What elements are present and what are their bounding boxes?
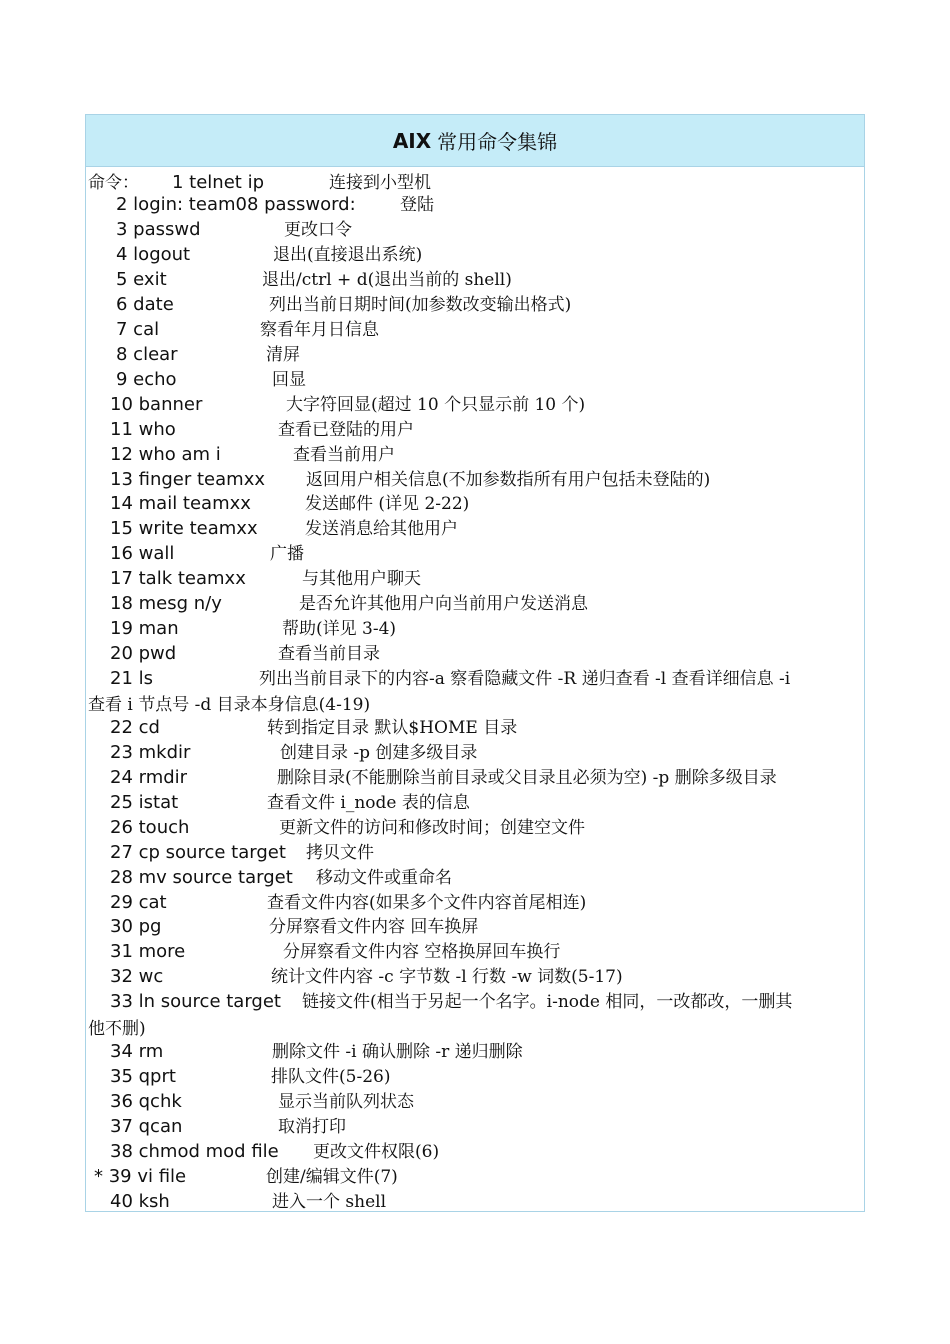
command-description: 查看当前用户 bbox=[293, 445, 395, 465]
command-description: 更改文件权限(6) bbox=[313, 1142, 440, 1162]
command-description: 连接到小型机 bbox=[329, 173, 431, 193]
command-text: 7 cal bbox=[116, 319, 160, 340]
title-rest: 常用命令集锦 bbox=[437, 130, 558, 154]
command-text: 4 logout bbox=[116, 244, 191, 265]
command-description-continued: 查看 i 节点号 -d 目录本身信息(4-19) bbox=[88, 695, 371, 715]
command-text: 2 login: team08 password: bbox=[116, 194, 356, 215]
command-text: 25 istat bbox=[110, 792, 179, 813]
command-text: 34 rm bbox=[110, 1041, 164, 1062]
command-description: 创建目录 -p 创建多级目录 bbox=[280, 743, 478, 763]
command-text: 12 who am i bbox=[110, 444, 221, 465]
command-description: 删除目录(不能删除当前目录或父目录且必须为空) -p 删除多级目录 bbox=[277, 768, 777, 788]
command-text: 36 qchk bbox=[110, 1091, 182, 1112]
command-text: 9 echo bbox=[116, 369, 177, 390]
command-text: 5 exit bbox=[116, 269, 167, 290]
command-description: 与其他用户聊天 bbox=[302, 569, 421, 589]
command-text: 24 rmdir bbox=[110, 767, 188, 788]
table-title bbox=[86, 115, 864, 167]
command-description: 取消打印 bbox=[278, 1117, 346, 1137]
command-description: 删除文件 -i 确认删除 -r 递归删除 bbox=[272, 1042, 523, 1062]
command-description: 发送邮件 (详见 2-22) bbox=[305, 494, 470, 514]
command-text: 27 cp source target bbox=[110, 842, 286, 863]
command-description: 返回用户相关信息(不加参数指所有用户包括未登陆的) bbox=[306, 470, 711, 490]
command-description: 退出(直接退出系统) bbox=[273, 245, 423, 265]
command-text: 20 pwd bbox=[110, 643, 177, 664]
command-description: 察看年月日信息 bbox=[260, 320, 379, 340]
command-description: 列出当前日期时间(加参数改变输出格式) bbox=[269, 295, 572, 315]
command-description: 更新文件的访问和修改时间；创建空文件 bbox=[279, 818, 585, 838]
command-text: 6 date bbox=[116, 294, 174, 315]
command-text: 17 talk teamxx bbox=[110, 568, 246, 589]
command-text: 32 wc bbox=[110, 966, 164, 987]
command-description: 显示当前队列状态 bbox=[278, 1092, 414, 1112]
command-text: 21 ls bbox=[110, 668, 154, 689]
command-text: 35 qprt bbox=[110, 1066, 176, 1087]
command-description: 清屏 bbox=[266, 345, 300, 365]
command-text: 10 banner bbox=[110, 394, 203, 415]
command-description: 广播 bbox=[270, 544, 304, 564]
command-description: 是否允许其他用户向当前用户发送消息 bbox=[299, 594, 588, 614]
command-description: 退出/ctrl + d(退出当前的 shell) bbox=[262, 270, 512, 290]
command-text: 28 mv source target bbox=[110, 867, 293, 888]
command-text: 26 touch bbox=[110, 817, 190, 838]
command-description: 分屏察看文件内容 空格换屏回车换行 bbox=[283, 942, 561, 962]
command-text: 37 qcan bbox=[110, 1116, 183, 1137]
command-text: 23 mkdir bbox=[110, 742, 191, 763]
command-description: 分屏察看文件内容 回车换屏 bbox=[269, 917, 479, 937]
command-text: 3 passwd bbox=[116, 219, 201, 240]
command-description: 登陆 bbox=[400, 195, 434, 215]
command-table bbox=[85, 114, 865, 1212]
command-description: 拷贝文件 bbox=[306, 843, 374, 863]
command-text: 19 man bbox=[110, 618, 179, 639]
command-description: 回显 bbox=[272, 370, 306, 390]
command-description: 查看文件内容(如果多个文件内容首尾相连) bbox=[267, 893, 587, 913]
command-text: 16 wall bbox=[110, 543, 175, 564]
command-description: 列出当前目录下的内容-a 察看隐藏文件 -R 递归查看 -l 查看详细信息 -i bbox=[259, 669, 791, 689]
command-description: 统计文件内容 -c 字节数 -l 行数 -w 词数(5-17) bbox=[271, 967, 623, 987]
title-bold: AIX bbox=[392, 128, 432, 153]
command-text: 31 more bbox=[110, 941, 186, 962]
command-description: 进入一个 shell bbox=[272, 1192, 387, 1212]
command-text: * 39 vi file bbox=[94, 1166, 187, 1187]
command-text: 40 ksh bbox=[110, 1191, 170, 1212]
command-description: 排队文件(5-26) bbox=[271, 1067, 391, 1087]
command-description: 更改口令 bbox=[284, 220, 352, 240]
command-text: 33 ln source target bbox=[110, 991, 281, 1012]
command-description: 创建/编辑文件(7) bbox=[266, 1167, 398, 1187]
command-prefix-label: 命令： bbox=[88, 173, 139, 193]
command-description: 链接文件(相当于另起一个名字。i-node 相同，一改都改，一删其 bbox=[302, 992, 793, 1012]
command-description: 查看已登陆的用户 bbox=[278, 420, 414, 440]
command-description: 移动文件或重命名 bbox=[316, 868, 452, 888]
command-description: 查看当前目录 bbox=[278, 644, 380, 664]
command-text: 14 mail teamxx bbox=[110, 493, 251, 514]
command-text: 38 chmod mod file bbox=[110, 1141, 279, 1162]
command-description: 大字符回显(超过 10 个只显示前 10 个) bbox=[286, 395, 586, 415]
command-text: 29 cat bbox=[110, 892, 167, 913]
command-description: 转到指定目录 默认$HOME 目录 bbox=[267, 718, 518, 738]
command-description: 查看文件 i_node 表的信息 bbox=[267, 793, 470, 813]
command-text: 22 cd bbox=[110, 717, 160, 738]
command-text: 8 clear bbox=[116, 344, 178, 365]
command-text: 30 pg bbox=[110, 916, 162, 937]
command-text: 13 finger teamxx bbox=[110, 469, 265, 490]
command-text: 15 write teamxx bbox=[110, 518, 258, 539]
command-text: 1 telnet ip bbox=[172, 172, 264, 193]
command-text: 11 who bbox=[110, 419, 176, 440]
command-text: 18 mesg n/y bbox=[110, 593, 222, 614]
command-description: 帮助(详见 3-4) bbox=[282, 619, 397, 639]
command-description-continued: 他不删) bbox=[88, 1019, 146, 1039]
command-description: 发送消息给其他用户 bbox=[305, 519, 458, 539]
